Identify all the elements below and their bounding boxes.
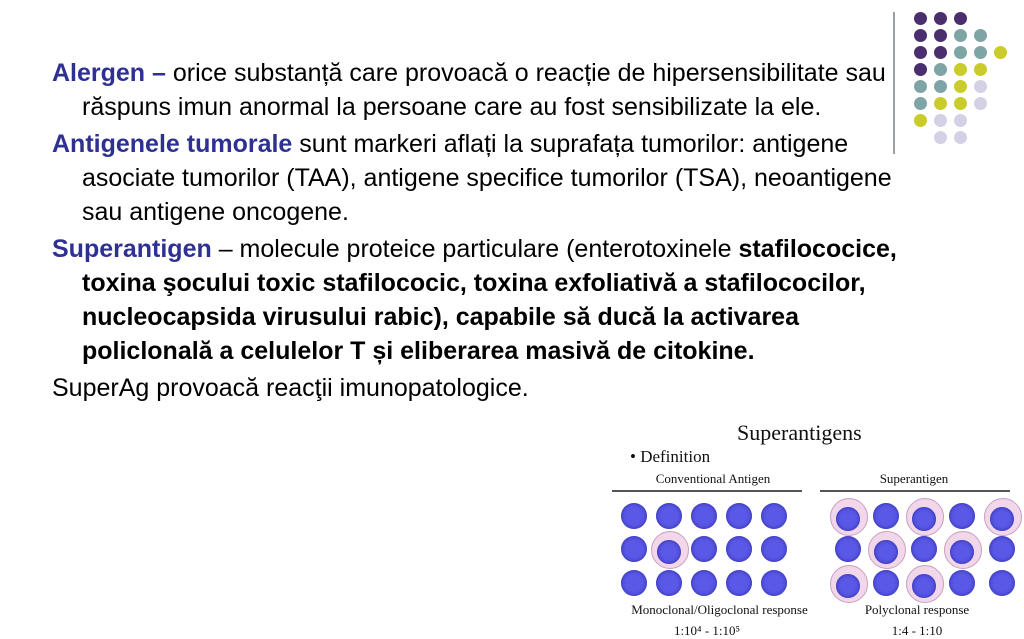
t-cell-right [835, 536, 861, 562]
t-cell-left [656, 503, 682, 529]
left-panel-rule [612, 490, 802, 492]
dot [954, 46, 967, 59]
figure-bullet: • Definition [630, 447, 711, 466]
dot [934, 63, 947, 76]
t-cell-left [657, 540, 681, 564]
dot [914, 80, 927, 93]
dot [934, 12, 947, 25]
t-cell-right [989, 536, 1015, 562]
t-cell-right [912, 507, 936, 531]
right-panel-title: Superantigen [879, 471, 949, 486]
dash: – [145, 59, 173, 87]
dot [914, 97, 927, 110]
dot [954, 131, 967, 144]
t-cell-left [691, 503, 717, 529]
t-cell-right [949, 570, 975, 596]
t-cell-left [726, 536, 752, 562]
definition-superantigen-2: stafilococice, toxina şocului toxic stafilococic, toxina exfoliativă a stafilococilor, nucleocapsida virusului rabic), capabile să ducă la activarea policlonală a celulelor T și eliberarea masivă de citokine. [82, 235, 897, 365]
left-panel-caption: Monoclonal/Oligoclonal response [631, 602, 808, 617]
t-cell-right [949, 503, 975, 529]
dot [934, 97, 947, 110]
dot [974, 46, 987, 59]
dot [934, 131, 947, 144]
definition-superantigen-1: molecule proteice particulare (enterotoxinele [239, 235, 739, 263]
t-cell-left [761, 570, 787, 596]
t-cell-right [990, 507, 1014, 531]
right-panel-rule [820, 490, 1010, 492]
dot [954, 97, 967, 110]
term-alergen: Alergen [52, 59, 146, 87]
t-cell-left [761, 503, 787, 529]
right-panel-caption: Polyclonal response [864, 602, 970, 617]
dot [914, 114, 927, 127]
paragraph-superantigen [52, 232, 902, 368]
paragraph-superag [52, 371, 902, 405]
dot [914, 46, 927, 59]
superantigens-figure [612, 418, 1014, 639]
t-cell-right [873, 503, 899, 529]
t-cell-left [621, 570, 647, 596]
term-superantigen: Superantigen [52, 235, 212, 263]
t-cell-right [989, 570, 1015, 596]
t-cell-left [621, 503, 647, 529]
slide-body [52, 56, 902, 405]
figure-title: Superantigens [737, 420, 862, 445]
dash: – [211, 235, 240, 263]
t-cell-left [656, 570, 682, 596]
dot [954, 12, 967, 25]
paragraph-antigene [52, 127, 902, 229]
right-panel-ratio: 1:4 - 1:10 [891, 623, 943, 638]
t-cell-right [873, 570, 899, 596]
dot [954, 80, 967, 93]
t-cell-left [726, 503, 752, 529]
dot [994, 46, 1007, 59]
dot [974, 63, 987, 76]
superag-statement: SuperAg provoacă reacţii imunopatologice. [52, 374, 529, 402]
left-panel-ratio: 1:10⁴ - 1:10⁵ [673, 623, 741, 638]
dot [954, 29, 967, 42]
t-cell-right [874, 540, 898, 564]
dot [934, 29, 947, 42]
dot [914, 63, 927, 76]
dot [954, 114, 967, 127]
t-cell-left [621, 536, 647, 562]
t-cell-left [691, 570, 717, 596]
definition-alergen: orice substanță care provoacă o reacție de hipersensibilitate sau răspuns imun anormal la persoane care au fost sensibilizate la ele. [82, 59, 886, 121]
t-cell-right [836, 507, 860, 531]
t-cell-right [950, 540, 974, 564]
t-cell-right [912, 574, 936, 598]
dot [934, 46, 947, 59]
dot [934, 114, 947, 127]
paragraph-alergen [52, 56, 902, 124]
dot [934, 80, 947, 93]
dot [974, 29, 987, 42]
t-cell-right [836, 574, 860, 598]
left-panel-title: Conventional Antigen [655, 471, 771, 486]
dot [974, 97, 987, 110]
dot [914, 29, 927, 42]
t-cell-left [726, 570, 752, 596]
t-cell-right [911, 536, 937, 562]
dot [914, 12, 927, 25]
term-antigene: Antigenele tumorale [52, 130, 293, 158]
dot [974, 80, 987, 93]
t-cell-left [691, 536, 717, 562]
dot [954, 63, 967, 76]
definition-antigene: sunt markeri aflați la suprafața tumorilor: antigene asociate tumorilor (TAA), antigene specifice tumorilor (TSA), neoantigene sau antigene oncogene. [82, 130, 892, 226]
t-cell-left [761, 536, 787, 562]
